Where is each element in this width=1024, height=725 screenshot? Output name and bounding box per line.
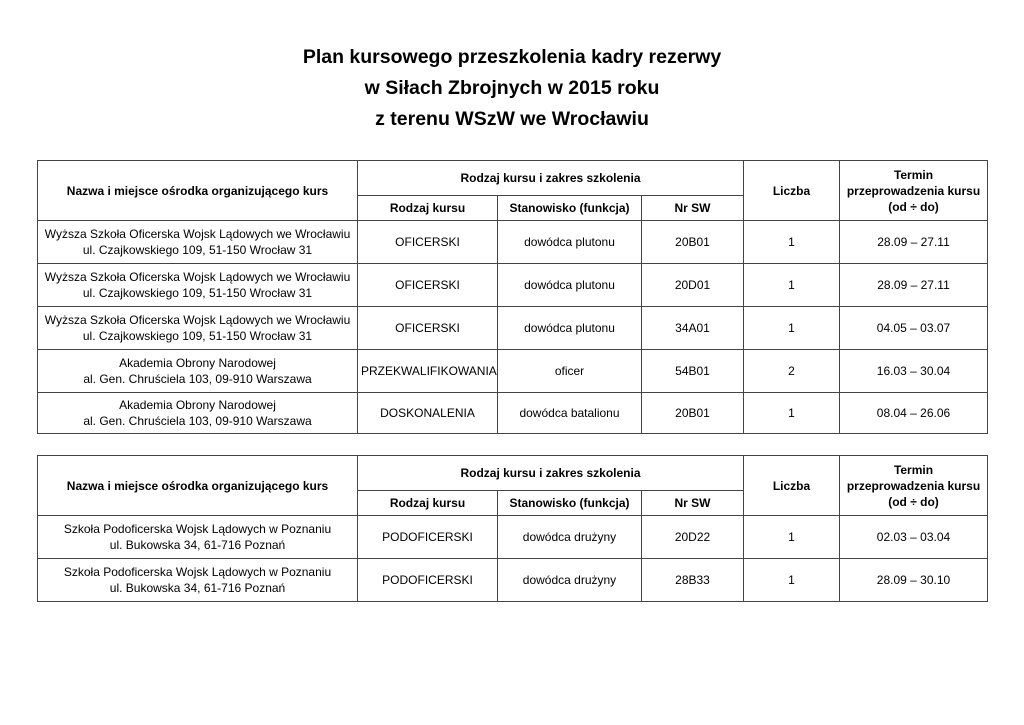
header-count: Liczba	[744, 161, 840, 221]
nr-sw-cell: 54B01	[642, 350, 744, 393]
count-cell: 2	[744, 350, 840, 393]
institution-cell: Wyższa Szkoła Oficerska Wojsk Lądowych we Wrocławiu ul. Czajkowskiego 109, 51-150 Wrocław 31	[38, 307, 358, 350]
table-row	[38, 559, 988, 602]
table-row	[38, 393, 988, 434]
institution-cell: Szkoła Podoficerska Wojsk Lądowych w Poznaniu ul. Bukowska 34, 61-716 Poznań	[38, 516, 358, 559]
header-position: Stanowisko (funkcja)	[498, 196, 642, 221]
institution-cell: Wyższa Szkoła Oficerska Wojsk Lądowych we Wrocławiu ul. Czajkowskiego 109, 51-150 Wrocław 31	[38, 264, 358, 307]
term-cell: 28.09 – 27.11	[840, 264, 988, 307]
nr-sw-cell: 34A01	[642, 307, 744, 350]
term-cell: 28.09 – 30.10	[840, 559, 988, 602]
table-row	[38, 350, 988, 393]
position-cell: dowódca drużyny	[498, 516, 642, 559]
term-cell: 02.03 – 03.04	[840, 516, 988, 559]
nr-sw-cell: 20D01	[642, 264, 744, 307]
nr-sw-cell: 20B01	[642, 393, 744, 434]
header-course-type: Rodzaj kursu	[358, 491, 498, 516]
nr-sw-cell: 28B33	[642, 559, 744, 602]
nr-sw-cell: 20B01	[642, 221, 744, 264]
position-cell: oficer	[498, 350, 642, 393]
title-line-2: w Siłach Zbrojnych w 2015 roku	[364, 77, 660, 99]
header-course-type: Rodzaj kursu	[358, 196, 498, 221]
course-type-cell: OFICERSKI	[358, 307, 498, 350]
header-course-group: Rodzaj kursu i zakres szkolenia	[358, 161, 744, 196]
course-type-cell: PRZEKWALIFIKOWANIA	[358, 350, 498, 393]
header-term: Termin przeprowadzenia kursu (od ÷ do)	[840, 456, 988, 516]
title-line-1: Plan kursowego przeszkolenia kadry rezerwy	[302, 46, 722, 68]
nr-sw-cell: 20D22	[642, 516, 744, 559]
institution-cell: Szkoła Podoficerska Wojsk Lądowych w Poznaniu ul. Bukowska 34, 61-716 Poznań	[38, 559, 358, 602]
count-cell: 1	[744, 393, 840, 434]
course-type-cell: PODOFICERSKI	[358, 516, 498, 559]
count-cell: 1	[744, 307, 840, 350]
table-row	[38, 264, 988, 307]
term-cell: 08.04 – 26.06	[840, 393, 988, 434]
institution-cell: Wyższa Szkoła Oficerska Wojsk Lądowych we Wrocławiu ul. Czajkowskiego 109, 51-150 Wrocław 31	[38, 221, 358, 264]
header-course-group: Rodzaj kursu i zakres szkolenia	[358, 456, 744, 491]
institution-cell: Akademia Obrony Narodowej al. Gen. Chruściela 103, 09-910 Warszawa	[38, 393, 358, 434]
institution-cell: Akademia Obrony Narodowej al. Gen. Chruściela 103, 09-910 Warszawa	[38, 350, 358, 393]
count-cell: 1	[744, 516, 840, 559]
position-cell: dowódca plutonu	[498, 307, 642, 350]
count-cell: 1	[744, 559, 840, 602]
header-institution: Nazwa i miejsce ośrodka organizującego kurs	[38, 456, 358, 516]
header-term: Termin przeprowadzenia kursu (od ÷ do)	[840, 161, 988, 221]
course-type-cell: OFICERSKI	[358, 264, 498, 307]
header-nr-sw: Nr SW	[642, 196, 744, 221]
position-cell: dowódca plutonu	[498, 221, 642, 264]
term-cell: 04.05 – 03.07	[840, 307, 988, 350]
header-institution: Nazwa i miejsce ośrodka organizującego kurs	[38, 161, 358, 221]
course-plan-table-officers	[37, 160, 988, 434]
course-plan-table-ncos	[37, 455, 988, 602]
title-line-3: z terenu WSzW we Wrocławiu	[375, 108, 649, 130]
position-cell: dowódca plutonu	[498, 264, 642, 307]
table-row	[38, 307, 988, 350]
header-nr-sw: Nr SW	[642, 491, 744, 516]
term-cell: 16.03 – 30.04	[840, 350, 988, 393]
header-position: Stanowisko (funkcja)	[498, 491, 642, 516]
course-type-cell: DOSKONALENIA	[358, 393, 498, 434]
header-count: Liczba	[744, 456, 840, 516]
table-row	[38, 221, 988, 264]
position-cell: dowódca drużyny	[498, 559, 642, 602]
course-type-cell: OFICERSKI	[358, 221, 498, 264]
term-cell: 28.09 – 27.11	[840, 221, 988, 264]
table-row	[38, 516, 988, 559]
document-title	[0, 42, 1024, 135]
course-type-cell: PODOFICERSKI	[358, 559, 498, 602]
count-cell: 1	[744, 264, 840, 307]
position-cell: dowódca batalionu	[498, 393, 642, 434]
count-cell: 1	[744, 221, 840, 264]
